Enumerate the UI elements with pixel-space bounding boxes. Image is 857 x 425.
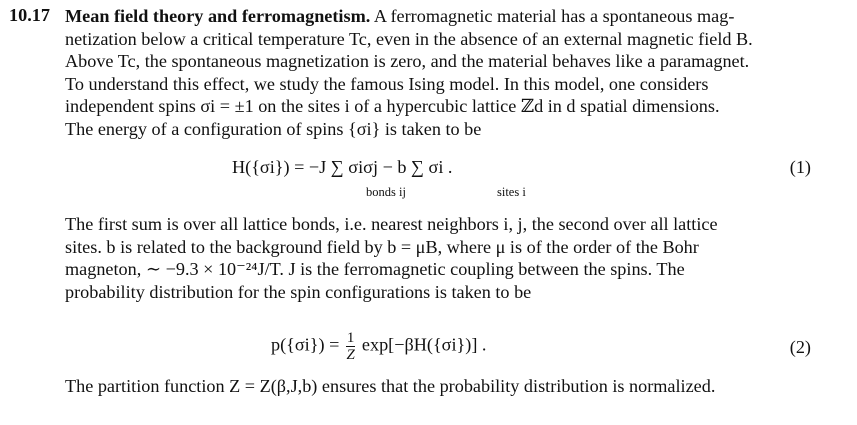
intro-line-6: The energy of a configuration of spins {σi} is taken to be [65,118,482,139]
problem-number: 10.17 [9,5,50,25]
prob-eq-rhs: exp[−βH({σi})] . [361,334,487,355]
probability-equation [271,330,486,363]
sum-subscript-bonds: bonds ij [366,185,406,199]
intro-line-1 [65,5,813,28]
sum-subscript-sites: sites i [497,185,526,199]
bonds-line-3: magneton, ∼ −9.3 × 10⁻²⁴J/T. J is the ferromagnetic coupling between the spins. The [65,259,685,279]
partition-paragraph: The partition function Z = Z(β,J,b) ensures that the probability distribution is normalized. [65,376,716,396]
intro-line-1-text: A ferromagnetic material has a spontaneous mag- [373,6,735,26]
bonds-line-2: sites. b is related to the background field by b = μB, where μ is of the order of the Bohr [65,236,699,257]
intro-paragraph [65,5,813,140]
equation-number-1: (1) [789,157,811,177]
bonds-line-4: probability distribution for the spin configurations is taken to be [65,281,532,302]
fraction-denominator: Z [346,347,355,363]
bonds-line-1: The first sum is over all lattice bonds, i.e. nearest neighbors i, j, the second over all lattice [65,214,718,234]
prob-eq-lhs: p({σi}) = [271,334,340,355]
energy-equation: H({σi}) = −J ∑ σiσj − b ∑ σi . [232,157,453,177]
intro-line-5: independent spins σi = ±1 on the sites i of a hypercubic lattice ℤd in d spatial dimensions. [65,96,720,116]
problem-title: Mean field theory and ferromagnetism. [65,6,371,26]
one-over-z-fraction [346,330,356,363]
fraction-numerator: 1 [346,330,355,346]
intro-line-2: netization below a critical temperature Tc, even in the absence of an external magnetic field B. [65,28,753,49]
equation-number-2: (2) [789,337,811,357]
intro-line-3: Above Tc, the spontaneous magnetization is zero, and the material behaves like a paramagnet. [65,51,750,71]
intro-line-4: To understand this effect, we study the famous Ising model. In this model, one considers [65,73,709,94]
bonds-paragraph [65,213,813,303]
